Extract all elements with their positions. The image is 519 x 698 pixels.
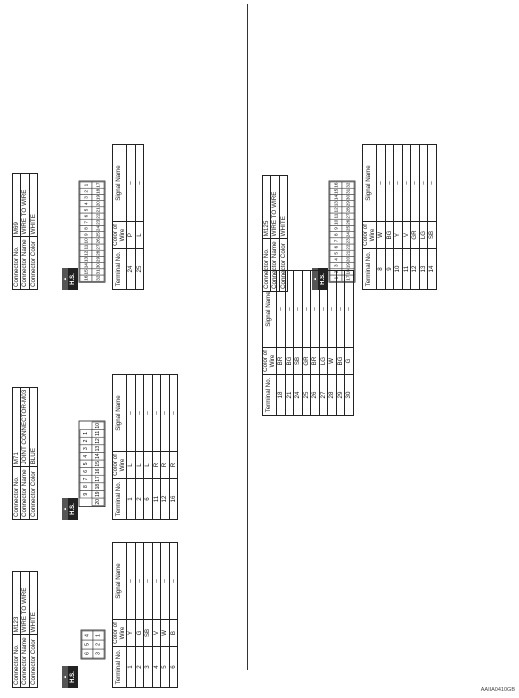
signal-name-cell: – — [144, 543, 153, 620]
wire-color-cell: SB — [428, 222, 437, 249]
pin-label: 9 — [333, 227, 339, 230]
col-terminal: Terminal No. — [113, 249, 127, 290]
pin-grid — [81, 630, 105, 659]
table-row — [127, 145, 136, 290]
table-row — [152, 543, 161, 688]
terminal-no-cell: 10 — [394, 249, 403, 290]
pin-label: 27 — [95, 244, 101, 250]
table-row — [169, 375, 178, 520]
pin-label: 4 — [84, 634, 91, 637]
terminal-no-cell: 18 — [277, 375, 286, 416]
connector-name-value: WIRE TO WIRE — [21, 174, 29, 237]
wire-color-cell: L — [135, 452, 144, 479]
signal-name-cell: – — [394, 145, 403, 222]
terminal-no-cell: 9 — [385, 249, 394, 290]
terminal-rows — [377, 145, 437, 290]
signal-name-cell: – — [428, 145, 437, 222]
pin-label: 18 — [95, 188, 101, 194]
pin-label: 6 — [83, 214, 89, 218]
connector-face-m71 — [78, 414, 106, 514]
table-row — [319, 271, 328, 416]
pin-label: 24 — [95, 225, 101, 232]
pin-label: 30 — [95, 263, 101, 269]
terminal-no-cell: 30 — [345, 375, 354, 416]
terminal-no-cell: 11 — [402, 249, 411, 290]
pin-label: 6 — [83, 470, 89, 473]
pin-label: 5 — [333, 252, 339, 255]
pin-label: 5 — [83, 462, 89, 466]
terminal-no-cell: 8 — [377, 249, 386, 290]
col-color: Color of Wire — [113, 620, 127, 647]
pin-label: 19 — [95, 491, 101, 497]
pin-label: 10 — [333, 219, 339, 225]
terminal-rows — [127, 375, 178, 520]
pin-label: 26 — [345, 219, 351, 225]
pin-label: 16 — [95, 468, 101, 475]
connector-no-value: M123 — [13, 572, 21, 635]
pin-label: 22 — [345, 244, 351, 250]
pin-label: 18 — [95, 483, 101, 490]
pin-label: 8 — [333, 233, 339, 236]
wire-color-cell: Y — [394, 222, 403, 249]
terminal-table-m123 — [112, 542, 178, 688]
table-row — [328, 271, 337, 416]
connector-color-value: WHITE — [29, 572, 37, 635]
pin-label: 7 — [83, 477, 89, 481]
pin-label: 7 — [83, 221, 89, 224]
wire-color-cell: W — [161, 620, 170, 647]
table-row — [135, 145, 144, 290]
pin-label: 1 — [95, 634, 102, 637]
signal-name-cell: – — [277, 271, 286, 348]
pin-label: 21 — [345, 250, 351, 256]
table-row — [336, 271, 345, 416]
col-terminal: Terminal No. — [113, 479, 127, 520]
table-row — [385, 145, 394, 290]
connector-no-label: Connector No. — [13, 467, 21, 520]
terminal-no-cell: 14 — [428, 249, 437, 290]
wire-color-cell: L — [144, 452, 153, 479]
pin-label: 14 — [83, 263, 89, 269]
table-row — [127, 543, 136, 688]
connector-face-m123 — [80, 628, 108, 664]
wire-color-cell: Y — [127, 620, 136, 647]
pin-label: 21 — [95, 207, 101, 213]
signal-name-cell: – — [144, 375, 153, 452]
signal-name-cell: – — [402, 145, 411, 222]
col-color: Color of Wire — [113, 222, 127, 249]
pin-label: 8 — [83, 227, 89, 230]
terminal-table-m69 — [112, 144, 144, 290]
connector-no-label: Connector No. — [263, 239, 271, 292]
terminal-no-cell: 24 — [294, 375, 303, 416]
pin-label: 12 — [83, 250, 89, 256]
connector-color-label: Connector Color — [279, 239, 287, 292]
table-row — [135, 543, 144, 688]
signal-name-cell: – — [127, 145, 136, 222]
wire-color-cell: L — [127, 452, 136, 479]
table-row — [127, 375, 136, 520]
signal-name-cell: – — [127, 543, 136, 620]
pin-label: 28 — [95, 250, 101, 256]
pin-label: 2 — [333, 270, 339, 274]
terminal-no-cell: 21 — [285, 375, 294, 416]
table-row — [144, 375, 153, 520]
terminal-no-cell: 24 — [127, 249, 136, 290]
terminal-no-cell: 28 — [328, 375, 337, 416]
signal-name-cell: – — [135, 145, 144, 222]
pin-label: 14 — [333, 194, 339, 201]
terminal-rows — [127, 543, 178, 688]
signal-name-cell: – — [328, 271, 337, 348]
wire-color-cell: BG — [285, 348, 294, 375]
terminal-table — [112, 144, 144, 290]
signal-name-cell: – — [385, 145, 394, 222]
pin-label: 15 — [83, 269, 89, 275]
terminal-no-cell: 12 — [411, 249, 420, 290]
connector-no-label: Connector No. — [13, 635, 21, 688]
pin-label: 10 — [95, 423, 101, 429]
table-row — [277, 271, 286, 416]
terminal-no-cell: 11 — [152, 479, 161, 520]
table-row — [345, 271, 354, 416]
pin-grid — [79, 421, 105, 507]
wire-color-cell: LG — [419, 222, 428, 249]
connector-color-value: WHITE — [279, 176, 287, 239]
pin-label: 13 — [333, 201, 339, 207]
wire-color-cell: G — [135, 620, 144, 647]
pin-label: 11 — [95, 430, 101, 437]
connector-no-value: M69 — [13, 174, 21, 237]
pin-label: 23 — [95, 219, 101, 225]
pin-label: 4 — [83, 202, 89, 205]
table-row — [152, 375, 161, 520]
col-signal: Signal Name — [113, 145, 127, 222]
signal-name-cell: – — [311, 271, 320, 348]
table-row — [285, 271, 294, 416]
pin-label: 19 — [95, 194, 101, 201]
pin-label: 17 — [345, 275, 351, 281]
pin-label: 3 — [333, 264, 339, 267]
wire-color-cell: BR — [277, 348, 286, 375]
pin-label: 4 — [83, 454, 89, 458]
pin-grid — [329, 181, 355, 282]
terminal-rows — [127, 145, 144, 290]
pin-label: 32 — [95, 275, 101, 281]
table-row — [311, 271, 320, 416]
terminal-no-cell: 4 — [152, 647, 161, 688]
connector-name-label: Connector Name — [271, 239, 279, 292]
col-terminal: Terminal No. — [363, 249, 377, 290]
terminal-no-cell: 29 — [336, 375, 345, 416]
pin-label: 5 — [83, 208, 89, 212]
signal-name-cell: – — [169, 375, 178, 452]
hs-icon: ▲ H.S. — [62, 498, 78, 520]
pin-label: 1 — [83, 432, 89, 435]
pin-label: 31 — [345, 188, 351, 194]
pin-label: 12 — [95, 438, 101, 444]
pin-label: 17 — [95, 476, 101, 482]
pin-label: 1 — [83, 183, 89, 187]
terminal-no-cell: 25 — [135, 249, 144, 290]
hs-icon: ▲ H.S. — [62, 268, 78, 290]
signal-name-cell: – — [135, 375, 144, 452]
col-color: Color of Wire — [113, 452, 127, 479]
terminal-no-cell: 16 — [169, 479, 178, 520]
figure-code: AAIIA0410GB — [480, 687, 515, 693]
col-signal: Signal Name — [363, 145, 377, 222]
pin-label: 24 — [345, 232, 351, 238]
terminal-rows — [277, 271, 354, 416]
pin-label: 32 — [345, 182, 351, 188]
wire-color-cell: W — [377, 222, 386, 249]
connector-color-label: Connector Color — [29, 237, 37, 290]
pin-label: 12 — [333, 207, 339, 213]
table-row — [411, 145, 420, 290]
signal-name-cell: – — [345, 271, 354, 348]
pin-label: 29 — [95, 256, 101, 263]
pin-label: 8 — [83, 485, 89, 488]
terminal-no-cell: 6 — [144, 479, 153, 520]
pin-label: 2 — [95, 643, 102, 646]
terminal-no-cell: 13 — [419, 249, 428, 290]
terminal-no-cell: 2 — [135, 647, 144, 688]
pin-label: 3 — [83, 196, 89, 199]
pin-label: 15 — [333, 188, 339, 194]
table-row — [169, 543, 178, 688]
connector-no-label: Connector No. — [13, 237, 21, 290]
pin-label: 31 — [95, 269, 101, 275]
pin-label: 22 — [95, 213, 101, 219]
pin-label: 6 — [84, 652, 91, 655]
terminal-no-cell: 6 — [169, 647, 178, 688]
connector-info-m123 — [12, 571, 38, 688]
pin-label: 4 — [333, 258, 339, 261]
signal-name-cell: – — [336, 271, 345, 348]
col-signal: Signal Name — [113, 375, 127, 452]
table-row — [161, 543, 170, 688]
connector-no-value: M125 — [263, 176, 271, 239]
column-divider — [247, 4, 248, 670]
signal-name-cell: – — [161, 543, 170, 620]
pin-label: 13 — [83, 256, 89, 263]
pin-label: 2 — [83, 190, 89, 193]
pin-grid — [79, 181, 105, 282]
col-signal: Signal Name — [263, 271, 277, 348]
terminal-no-cell: 3 — [144, 647, 153, 688]
connector-color-value: BLUE — [29, 387, 37, 467]
connector-name-label: Connector Name — [21, 467, 29, 520]
wire-color-cell: L — [135, 222, 144, 249]
pin-label: 28 — [345, 207, 351, 213]
wire-color-cell: SB — [294, 348, 303, 375]
pin-label: 2 — [83, 439, 89, 443]
pin-label: 18 — [345, 269, 351, 275]
hs-icon: ▲ H.S. — [62, 666, 78, 688]
pin-label: 19 — [345, 263, 351, 269]
connector-info-table — [12, 173, 38, 290]
connector-no-value: M71 — [13, 387, 21, 467]
connector-name-value: JOINT CONNECTOR-M03 — [21, 387, 29, 467]
signal-name-cell: – — [302, 271, 311, 348]
wire-color-cell: GR — [302, 348, 311, 375]
terminal-no-cell: 27 — [319, 375, 328, 416]
pin-label: 15 — [95, 461, 101, 467]
pin-label: 6 — [333, 245, 339, 249]
wire-color-cell: P — [127, 222, 136, 249]
pin-label: 9 — [83, 233, 89, 236]
connector-name-value: WIRE TO WIRE — [271, 176, 279, 239]
pin-label: 13 — [95, 445, 101, 452]
pin-label: 25 — [345, 225, 351, 232]
wire-color-cell: SB — [144, 620, 153, 647]
signal-name-cell: – — [152, 543, 161, 620]
pin-label: 23 — [345, 238, 351, 244]
wire-color-cell: R — [152, 452, 161, 479]
connector-face-m69 — [78, 176, 106, 288]
pin-label: 1 — [333, 276, 339, 280]
terminal-no-cell: 2 — [135, 479, 144, 520]
wire-color-cell: V — [152, 620, 161, 647]
terminal-no-cell: 25 — [302, 375, 311, 416]
pin-label: 16 — [83, 275, 89, 281]
wire-color-cell: B — [169, 620, 178, 647]
wire-color-cell: R — [169, 452, 178, 479]
terminal-table-m71 — [112, 374, 178, 520]
connector-name-value: WIRE TO WIRE — [21, 572, 29, 635]
pin-label: 26 — [95, 238, 101, 244]
connector-info-m71 — [12, 387, 38, 520]
signal-name-cell: – — [419, 145, 428, 222]
table-row — [294, 271, 303, 416]
table-row — [428, 145, 437, 290]
pin-label: 11 — [83, 244, 89, 250]
table-row — [394, 145, 403, 290]
col-color: Color of Wire — [263, 348, 277, 375]
signal-name-cell: – — [152, 375, 161, 452]
connector-info-m69 — [12, 173, 38, 290]
pin-label: 11 — [333, 213, 339, 219]
pin-label: 14 — [95, 453, 101, 459]
terminal-table-m125 — [362, 144, 437, 290]
signal-name-cell: – — [127, 375, 136, 452]
pin-label: 16 — [333, 182, 339, 188]
pin-label: 20 — [345, 256, 351, 263]
col-terminal: Terminal No. — [263, 375, 277, 416]
hs-icon: ▲ H.S. — [312, 268, 328, 290]
pin-label: 20 — [95, 499, 101, 505]
terminal-no-cell: 1 — [127, 647, 136, 688]
terminal-table-continuation — [262, 270, 354, 416]
wire-color-cell: V — [402, 222, 411, 249]
pin-label: 10 — [83, 238, 89, 244]
signal-name-cell: – — [294, 271, 303, 348]
pin-label: 30 — [345, 194, 351, 201]
pin-label: 3 — [83, 447, 89, 450]
wire-color-cell: GR — [411, 222, 420, 249]
signal-name-cell: – — [169, 543, 178, 620]
col-signal: Signal Name — [113, 543, 127, 620]
connector-name-label: Connector Name — [21, 237, 29, 290]
pin-label: 17 — [95, 182, 101, 188]
terminal-no-cell: 12 — [161, 479, 170, 520]
table-row — [402, 145, 411, 290]
wire-color-cell: BG — [385, 222, 394, 249]
terminal-no-cell: 5 — [161, 647, 170, 688]
signal-name-cell: – — [161, 375, 170, 452]
pin-label: 25 — [95, 232, 101, 238]
wire-color-cell: R — [161, 452, 170, 479]
table-row — [144, 543, 153, 688]
signal-name-cell: – — [411, 145, 420, 222]
connector-color-value: WHITE — [29, 174, 37, 237]
wire-color-cell: BR — [311, 348, 320, 375]
pin-label: 7 — [333, 239, 339, 243]
pin-label: 29 — [345, 201, 351, 207]
pin-label: 9 — [83, 492, 89, 496]
connector-color-label: Connector Color — [29, 467, 37, 520]
wire-color-cell: LG — [319, 348, 328, 375]
wire-color-cell: BG — [336, 348, 345, 375]
pin-label: 20 — [95, 201, 101, 207]
wire-color-cell: G — [345, 348, 354, 375]
pin-label: 5 — [84, 643, 91, 646]
pin-label: 3 — [95, 652, 102, 655]
signal-name-cell: – — [135, 543, 144, 620]
col-color: Color of Wire — [363, 222, 377, 249]
table-row — [377, 145, 386, 290]
table-row — [302, 271, 311, 416]
connector-name-label: Connector Name — [21, 635, 29, 688]
table-row — [161, 375, 170, 520]
table-row — [135, 375, 144, 520]
table-row — [419, 145, 428, 290]
connector-color-label: Connector Color — [29, 635, 37, 688]
terminal-no-cell: 26 — [311, 375, 320, 416]
signal-name-cell: – — [319, 271, 328, 348]
signal-name-cell: – — [285, 271, 294, 348]
signal-name-cell: – — [377, 145, 386, 222]
pin-label: 27 — [345, 213, 351, 219]
terminal-no-cell: 1 — [127, 479, 136, 520]
wire-color-cell: W — [328, 348, 337, 375]
col-terminal: Terminal No. — [113, 647, 127, 688]
